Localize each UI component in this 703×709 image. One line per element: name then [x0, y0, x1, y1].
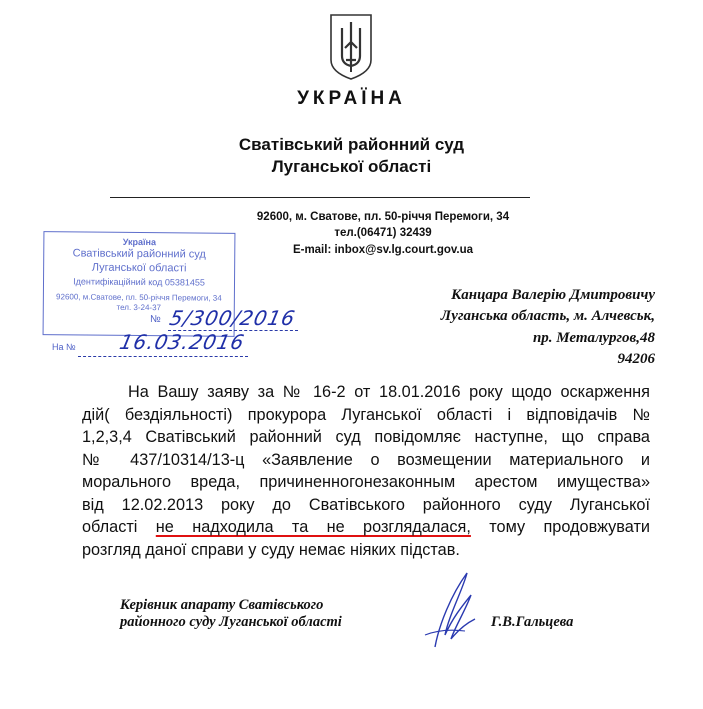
recipient-name: Канцара Валерію Дмитровичу	[451, 287, 655, 303]
body-line-4: № 437/10314/13-ц «Заявление о возмещении материального и	[82, 450, 650, 469]
stamp-address: 92600, м.Сватове, пл. 50-річчя Перемоги, 34	[56, 292, 222, 303]
signer-position-2: районного суду Луганської області	[120, 614, 342, 630]
body-line-7-start: області	[82, 518, 138, 536]
court-phone: тел.(06471) 32439	[334, 227, 432, 239]
stamp-region: Луганської області	[91, 261, 187, 275]
stamp-id-code: Ідентифікаційний код 05381455	[73, 276, 205, 288]
court-name: Сватівський районний суд	[238, 135, 465, 154]
body-line-3: 1,2,3,4 Сватівський районний суд повідомляє наступне, що справа	[82, 428, 650, 446]
body-line-2: дій( бездіяльності) прокурора Луганської області і відповідачів №	[82, 405, 650, 424]
stamp-country: Україна	[122, 236, 157, 248]
country-title: УКРАЇНА	[297, 88, 406, 109]
letter-body	[82, 381, 650, 561]
handwritten-reg-date: 16.03.2016	[117, 330, 248, 354]
body-line-8: розгляд даної справи у суду немає ніяких підстав.	[82, 540, 460, 559]
recipient-zip: 94206	[617, 351, 655, 367]
recipient-street: пр. Металургов,48	[532, 330, 655, 346]
signer-name: Г.В.Гальцева	[491, 614, 574, 630]
body-line-7	[82, 516, 650, 539]
underlined-phrase: не надходила та не розглядалася,	[155, 518, 471, 536]
court-region: Луганської області	[271, 157, 432, 176]
court-email: E-mail: inbox@sv.lg.court.gov.ua	[292, 244, 474, 256]
handwritten-reg-number: 5/300/2016	[167, 306, 298, 330]
body-line-5: морального вреда, причиненногонезаконным арестом имущества»	[82, 473, 650, 491]
stamp-number-line	[168, 330, 298, 331]
body-line-6: від 12.02.2013 року до Сватівського районного суду Луганської	[82, 495, 650, 514]
stamp-number-label: №	[150, 314, 161, 325]
stamp-date-label: На №	[52, 342, 76, 352]
stamp-court: Сватівський районний суд	[72, 247, 206, 261]
court-address: 92600, м. Сватове, пл. 50-річчя Перемоги, 34	[256, 211, 510, 223]
signer-position-1: Керівник апарату Сватівського	[120, 597, 324, 613]
stamp-date-line	[78, 356, 248, 357]
handwritten-signature-icon	[405, 565, 495, 655]
header-divider	[110, 197, 530, 198]
body-line-7-end: тому продовжувати	[489, 518, 651, 536]
coat-of-arms-icon	[328, 12, 374, 82]
stamp-phone: тел. 3-24-37	[116, 302, 162, 313]
recipient-region: Луганська область, м. Алчевськ,	[440, 308, 655, 324]
body-line-1: На Вашу заяву за № 16-2 от 18.01.2016 року щодо оскарження	[128, 383, 650, 401]
